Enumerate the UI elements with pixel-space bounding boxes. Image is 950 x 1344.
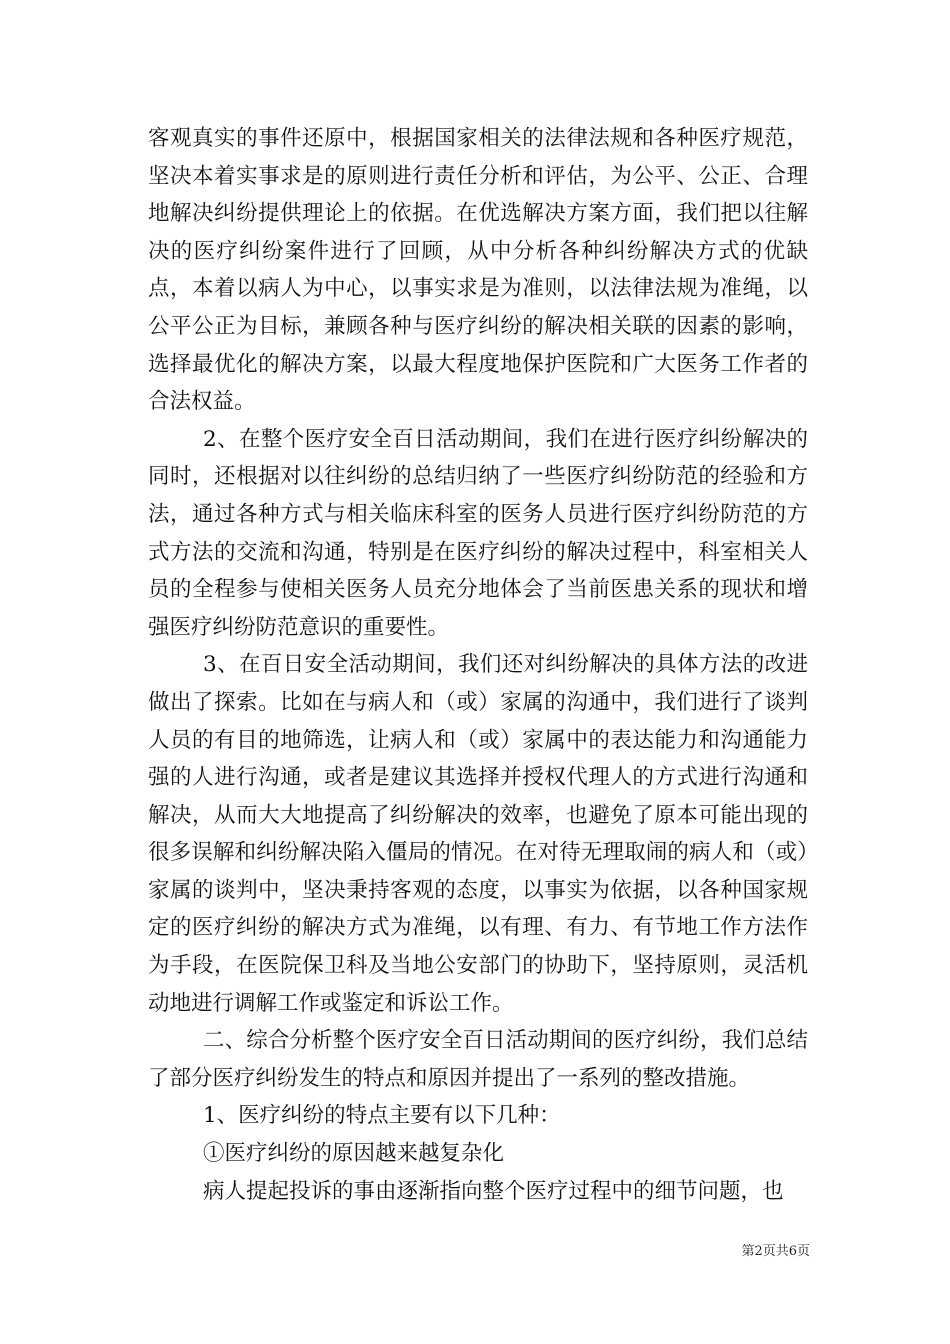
body-text xyxy=(148,120,808,1210)
paragraph-item-2: 2、在整个医疗安全百日活动期间，我们在进行医疗纠纷解决的同时，还根据对以往纠纷的总结归纳了一些医疗纠纷防范的经验和方法，通过各种方式与相关临床科室的医务人员进行医疗纠纷防范的方式方法的交流和沟通，特别是在医疗纠纷的解决过程中，科室相关人员的全程参与使相关医务人员充分地体会了当前医患关系的现状和增强医疗纠纷防范意识的重要性。 xyxy=(148,426,808,640)
paragraph-point-1-body: 病人提起投诉的事由逐渐指向整个医疗过程中的细节问题，也 xyxy=(203,1178,784,1204)
page-number-footer: 第2页共6页 xyxy=(741,1244,810,1259)
paragraph-point-1: ①医疗纠纷的原因越来越复杂化 xyxy=(203,1141,505,1167)
paragraph-subheading-1: 1、医疗纠纷的特点主要有以下几种： xyxy=(203,1103,561,1129)
paragraph-section-2: 二、综合分析整个医疗安全百日活动期间的医疗纠纷，我们总结了部分医疗纠纷发生的特点和原因并提出了一系列的整改措施。 xyxy=(148,1028,808,1091)
paragraph-continuation: 客观真实的事件还原中，根据国家相关的法律法规和各种医疗规范，坚决本着实事求是的原则进行责任分析和评估，为公平、公正、合理地解决纠纷提供理论上的依据。在优选解决方案方面，我们把以往解决的医疗纠纷案件进行了回顾，从中分析各种纠纷解决方式的优缺点，本着以病人为中心，以事实求是为准则，以法律法规为准绳，以公平公正为目标，兼顾各种与医疗纠纷的解决相关联的因素的影响，选择最优化的解决方案，以最大程度地保护医院和广大医务工作者的合法权益。 xyxy=(148,126,808,415)
paragraph-item-3: 3、在百日安全活动期间，我们还对纠纷解决的具体方法的改进做出了探索。比如在与病人和（或）家属的沟通中，我们进行了谈判人员的有目的地筛选，让病人和（或）家属中的表达能力和沟通能力强的人进行沟通，或者是建议其选择并授权代理人的方式进行沟通和解决，从而大大地提高了纠纷解决的效率，也避免了原本可能出现的很多误解和纠纷解决陷入僵局的情况。在对待无理取闹的病人和（或）家属的谈判中，坚决秉持客观的态度，以事实为依据，以各种国家规定的医疗纠纷的解决方式为准绳，以有理、有力、有节地工作方法作为手段，在医院保卫科及当地公安部门的协助下，坚持原则，灵活机动地进行调解工作或鉴定和诉讼工作。 xyxy=(148,652,808,1016)
